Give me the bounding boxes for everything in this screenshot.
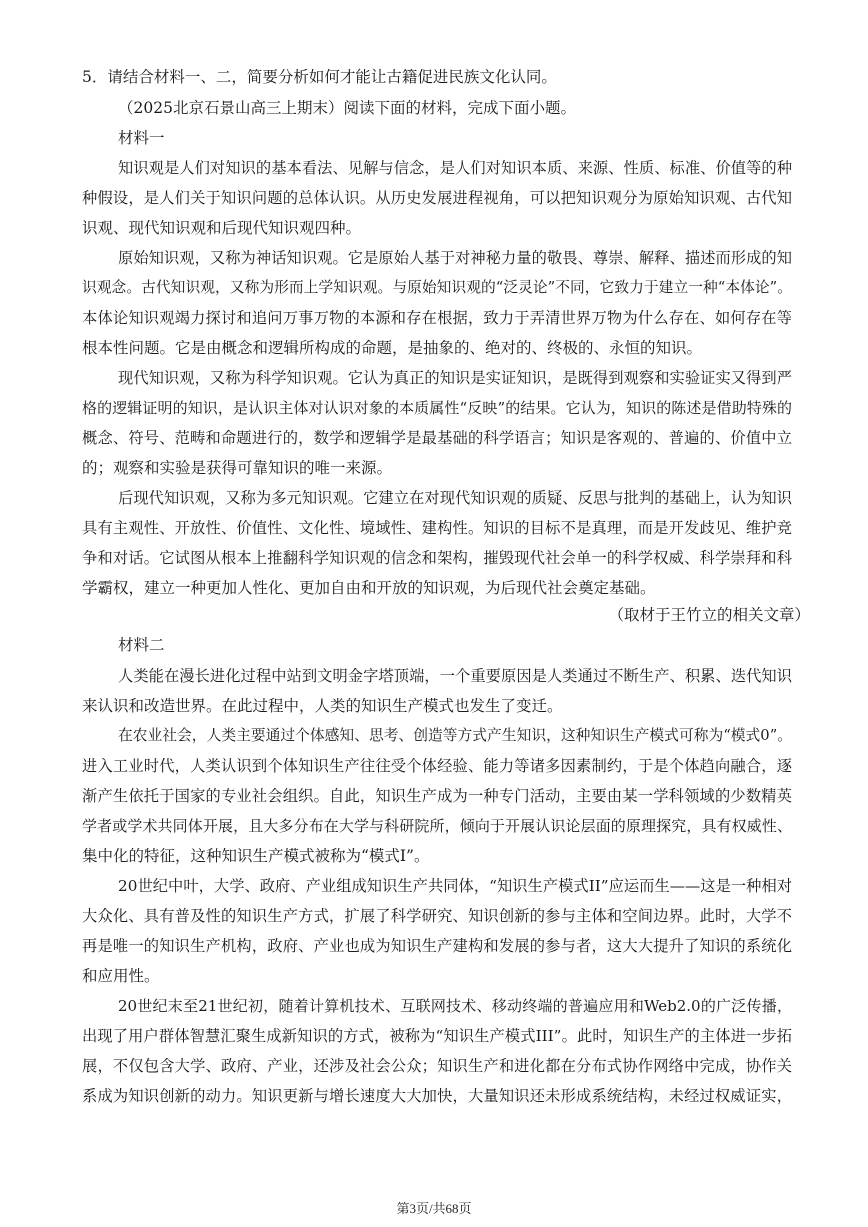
paragraph-line: 集中化的特征，这种知识生产模式被称为“模式I”。 [82, 847, 430, 865]
page-footer: 第3页/共68页 [396, 1201, 472, 1216]
paragraph-line: 识观念。古代知识观，又称为形而上学知识观。与原始知识观的“泛灵论”不同，它致力于建立一种“本体论”。 [82, 279, 792, 296]
paragraph-line: 知识观是人们对知识的基本看法、见解与信念，是人们对知识本质、来源、性质、标准、价值等的种 [118, 159, 792, 177]
paragraph-line: 争和对话。它试图从根本上推翻科学知识观的信念和架构，摧毁现代社会单一的科学权威、科学崇拜和科 [82, 549, 792, 567]
paragraph-line: 和应用性。 [82, 967, 160, 985]
paragraph-line: 原始知识观，又称为神话知识观。它是原始人基于对神秘力量的敬畏、尊崇、解释、描述而形成的知 [118, 249, 792, 267]
paragraph-line: 具有主观性、开放性、价值性、文化性、境域性、建构性。知识的目标不是真理，而是开发歧见、维护竞 [82, 519, 792, 537]
paragraph-line: 再是唯一的知识生产机构，政府、产业也成为知识生产建构和发展的参与者，这大大提升了知识的系统化 [82, 937, 792, 955]
paragraph-line: 进入工业时代，人类认识到个体知识生产往往受个体经验、能力等诸多因素制约，于是个体趋向融合，逐 [82, 757, 792, 775]
material2-heading: 材料二 [118, 636, 165, 654]
intro-text: （2025北京石景山高三上期末）阅读下面的材料，完成下面小题。 [118, 99, 576, 117]
paragraph-line: 格的逻辑证明的知识，是认识主体对认识对象的本质属性“反映”的结果。它认为，知识的陈述是借助特殊的 [82, 399, 792, 417]
paragraph-line: 识观、现代知识观和后现代知识观四种。 [82, 219, 362, 237]
source-citation: （取材于王竹立的相关文章） [608, 606, 810, 624]
paragraph-line: 来认识和改造世界。在此过程中，人类的知识生产模式也发生了变迁。 [82, 697, 563, 715]
paragraph-line: 人类能在漫长进化过程中站到文明金字塔顶端，一个重要原因是人类通过不断生产、积累、迭代知识 [118, 667, 792, 685]
paragraph-line: 在农业社会，人类主要通过个体感知、思考、创造等方式产生知识，这种知识生产模式可称为“模式0”。 [118, 727, 792, 744]
paragraph-line: 后现代知识观，又称为多元知识观。它建立在对现代知识观的质疑、反思与批判的基础上，认为知识 [118, 489, 792, 507]
paragraph-line: 学者或学术共同体开展，且大多分布在大学与科研院所，倾向于开展认识论层面的原理探究，具有权威性、 [82, 817, 792, 835]
paragraph-line: 的；观察和实验是获得可靠知识的唯一来源。 [82, 459, 393, 477]
paragraph-line: 学霸权，建立一种更加人性化、更加自由和开放的知识观，为后现代社会奠定基础。 [82, 579, 656, 597]
paragraph-line: 展，不仅包含大学、政府、产业，还涉及社会公众；知识生产和进化都在分布式协作网络中完成，协作关 [82, 1057, 792, 1075]
paragraph-line: 种假设，是人们关于知识问题的总体认识。从历史发展进程视角，可以把知识观分为原始知识观、古代知 [82, 189, 792, 207]
paragraph-line: 概念、符号、范畴和命题进行的，数学和逻辑学是最基础的科学语言；知识是客观的、普遍的、价值中立 [82, 429, 792, 447]
paragraph-line: 20世纪中叶，大学、政府、产业组成知识生产共同体，“知识生产模式II”应运而生——这是一种相对 [118, 877, 792, 895]
question-text: 5．请结合材料一、二，简要分析如何才能让古籍促进民族文化认同。 [82, 68, 557, 86]
material1-heading: 材料一 [118, 129, 165, 147]
paragraph-line: 本体论知识观竭力探讨和追问万事万物的本源和存在根据，致力于弄清世界万物为什么存在、如何存在等 [82, 309, 792, 327]
paragraph-line: 系成为知识创新的动力。知识更新与增长速度大大加快，大量知识还未形成系统结构，未经过权威证实， [82, 1087, 792, 1105]
paragraph-line: 根本性问题。它是由概念和逻辑所构成的命题，是抽象的、绝对的、终极的、永恒的知识。 [82, 339, 703, 357]
paragraph-line: 大众化、具有普及性的知识生产方式，扩展了科学研究、知识创新的参与主体和空间边界。此时，大学不 [82, 907, 792, 925]
paragraph-line: 现代知识观，又称为科学知识观。它认为真正的知识是实证知识，是既得到观察和实验证实又得到严 [118, 369, 792, 387]
paragraph-line: 20世纪末至21世纪初，随着计算机技术、互联网技术、移动终端的普遍应用和Web2.0的广泛传播， [118, 997, 792, 1015]
paragraph-line: 渐产生依托于国家的专业社会组织。自此，知识生产成为一种专门活动，主要由某一学科领域的少数精英 [82, 787, 792, 805]
paragraph-line: 出现了用户群体智慧汇聚生成新知识的方式，被称为“知识生产模式III”。此时，知识生产的主体进一步拓 [82, 1027, 792, 1045]
